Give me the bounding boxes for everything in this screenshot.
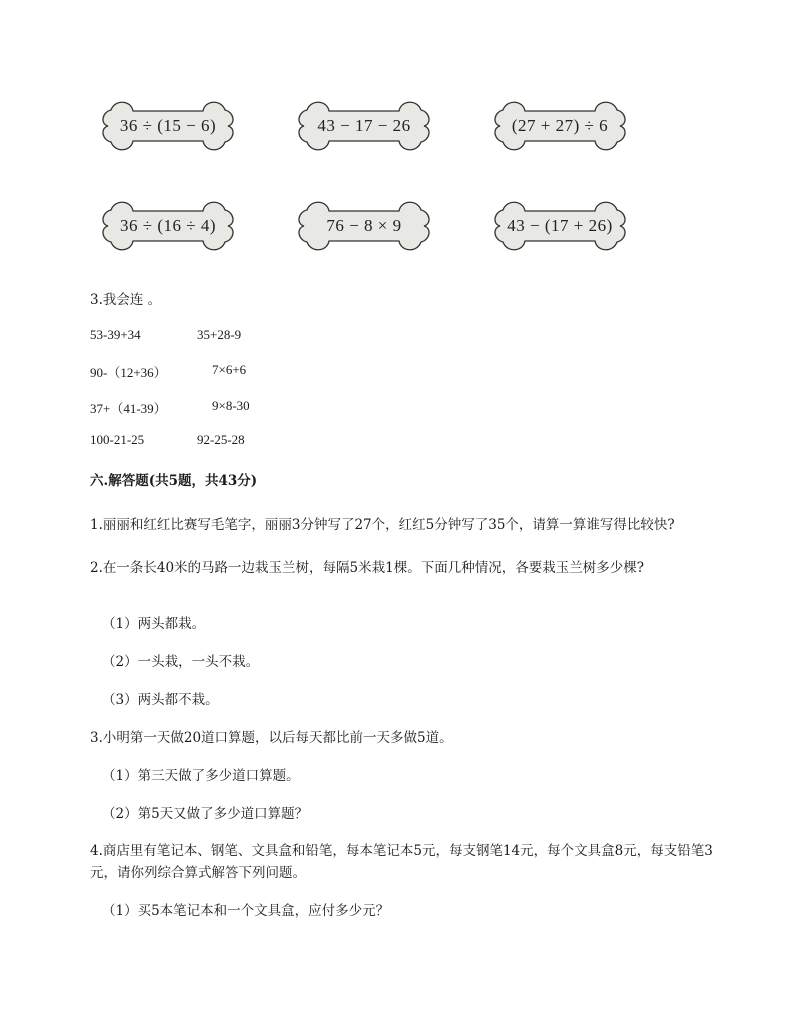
bone-expression: 43 − 17 − 26 bbox=[317, 116, 411, 135]
question-2-part: （1）两头都栽。 bbox=[102, 616, 206, 632]
question-2-part: （3）两头都不栽。 bbox=[102, 692, 219, 708]
question-3-part: （1）第三天做了多少道口算题。 bbox=[102, 768, 300, 784]
question-2-part: （2）一头栽，一头不栽。 bbox=[102, 654, 260, 670]
bone-card bbox=[489, 97, 631, 155]
bone-expression-grid bbox=[0, 0, 794, 270]
pair-left[interactable]: 100-21-25 bbox=[90, 432, 145, 447]
question-2: 2.在一条长40米的马路一边栽玉兰树，每隔5米栽1棵。下面几种情况，各要栽玉兰树多少棵? bbox=[90, 560, 644, 576]
section-6-title: 六.解答题(共5题，共43分) bbox=[90, 473, 258, 489]
bone-card bbox=[293, 197, 435, 255]
question-3-part: （2）第5天又做了多少道口算题？ bbox=[102, 806, 309, 822]
section-3-title: 3.我会连 。 bbox=[90, 292, 162, 308]
pair-right[interactable]: 7×6+6 bbox=[212, 362, 247, 377]
pair-right[interactable]: 35+28-9 bbox=[197, 327, 242, 342]
pair-right[interactable]: 9×8-30 bbox=[212, 398, 250, 413]
bone-expression: 76 − 8 × 9 bbox=[326, 216, 402, 235]
pair-left[interactable]: 37+（41-39） bbox=[90, 401, 167, 416]
pair-left[interactable]: 53-39+34 bbox=[90, 327, 141, 342]
pair-right[interactable]: 92-25-28 bbox=[197, 432, 245, 447]
bone-expression: 36 ÷ (15 − 6) bbox=[119, 116, 217, 135]
bone-card bbox=[97, 97, 239, 155]
question-1: 1.丽丽和红红比赛写毛笔字，丽丽3分钟写了27个，红红5分钟写了35个，请算一算谁写得比较快? bbox=[90, 517, 675, 533]
bone-card bbox=[489, 197, 631, 255]
bone-expression: 36 ÷ (16 ÷ 4) bbox=[120, 216, 216, 235]
pair-left[interactable]: 90-（12+36） bbox=[90, 365, 167, 380]
question-4: 4.商店里有笔记本、钢笔、文具盒和铅笔，每本笔记本5元，每支钢笔14元，每个文具盒8元，每支铅笔3元，请你列综合算式解答下列问题。 bbox=[90, 843, 713, 881]
bone-expression: (27 + 27) ÷ 6 bbox=[511, 116, 609, 135]
bone-expression: 43 − (17 + 26) bbox=[507, 216, 613, 235]
question-4-part: （1）买5本笔记本和一个文具盒，应付多少元？ bbox=[102, 903, 390, 919]
bone-card bbox=[293, 97, 435, 155]
bone-card bbox=[97, 197, 239, 255]
question-3: 3.小明第一天做20道口算题，以后每天都比前一天多做5道。 bbox=[90, 730, 453, 746]
